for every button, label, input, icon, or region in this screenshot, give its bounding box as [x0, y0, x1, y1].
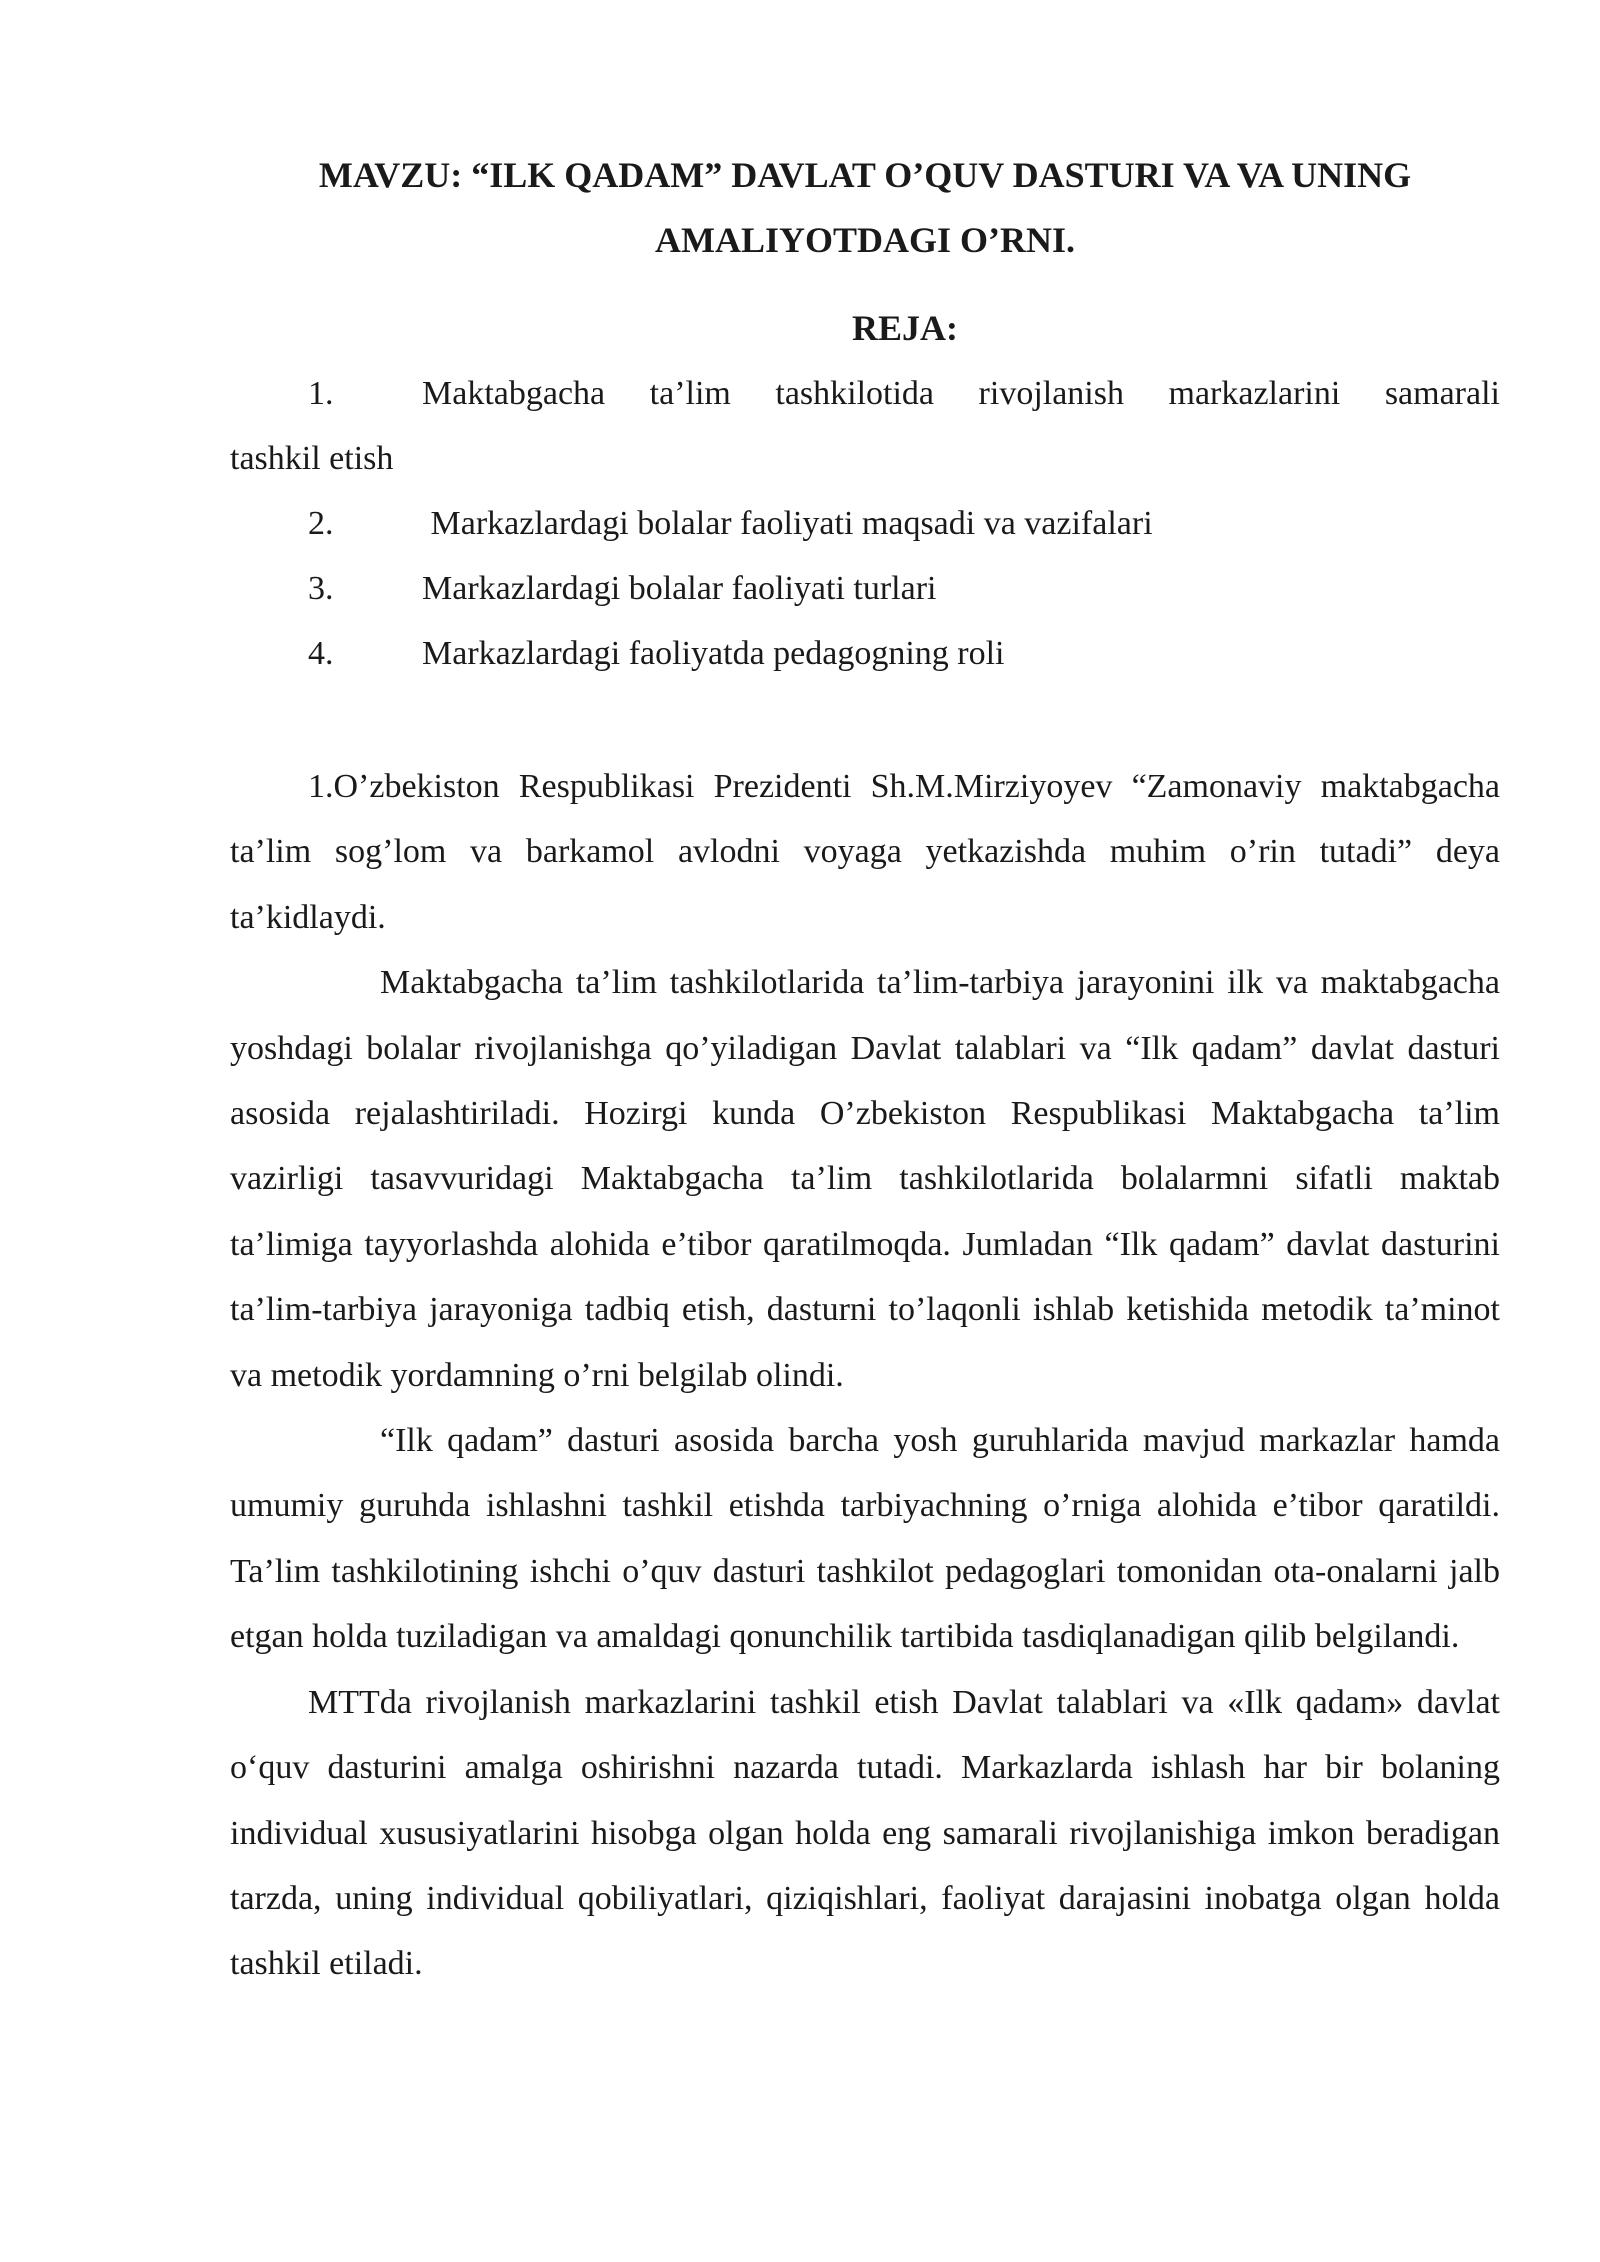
plan-item-number: 2. [308, 505, 334, 542]
title-line-1: MAVZU: “ILK QADAM” DAVLAT O’QUV DASTURI VA VA UNING [318, 155, 1412, 195]
plan-item [230, 491, 1500, 556]
plan-item-number: 1. [308, 375, 334, 412]
document-body [230, 754, 1500, 1997]
plan-item-text: Markazlardagi bolalar faoliyati maqsadi va vazifalari [422, 505, 1153, 542]
plan-item-continuation: tashkil etish [230, 440, 394, 477]
body-paragraph: MTTda rivojlanish markazlarini tashkil etish Davlat talablari va «Ilk qadam» davlat o‘quv dasturini amalga oshirishni nazarda tutadi. Markazlarda ishlash har bir bolaning individual xususiyatlarini hisobga olgan holda eng samarali rivojlanishiga imkon beradigan tarzda, uning individual qobiliyatlari, qiziqishlari, faoliyat darajasini inobatga olgan holda tashkil etiladi. [230, 1683, 1500, 1983]
body-paragraph: Maktabgacha ta’lim tashkilotlarida ta’lim-tarbiya jarayonini ilk va maktabgacha yoshdagi bolalar rivojlanishga qo’yiladigan Davlat talablari va “Ilk qadam” davlat dasturi asosida rejalashtiriladi. Hozirgi kunda O’zbekiston Respublikasi Maktabgacha ta’lim vazirligi tasavvuridagi Maktabgacha ta’lim tashkilotlarida bolalarmni sifatli maktab ta’limiga tayyorlashda alohida e’tibor qaratilmoqda. Jumladan “Ilk qadam” davlat dasturini ta’lim-tarbiya jarayoniga tadbiq etish, dasturni to’laqonli ishlab ketishida metodik ta’minot va metodik yordamning o’rni belgilab olindi. [230, 964, 1500, 1394]
document-title [230, 143, 1500, 273]
plan-item-number: 3. [308, 570, 334, 607]
plan-heading: REJA: [852, 308, 958, 348]
plan-item-text: Markazlardagi faoliyatda pedagogning roli [422, 635, 1005, 672]
plan-item [230, 361, 1500, 491]
plan-item [230, 556, 1500, 621]
plan-item-number: 4. [308, 635, 334, 672]
plan-list [230, 361, 1500, 686]
plan-item [230, 621, 1500, 686]
title-line-2: AMALIYOTDAGI O’RNI. [654, 220, 1075, 260]
body-paragraph: “Ilk qadam” dasturi asosida barcha yosh guruhlarida mavjud markazlar hamda umumiy guruhda ishlashni tashkil etishda tarbiyachning o’rniga alohida e’tibor qaratildi. Ta’lim tashkilotining ishchi o’quv dasturi tashkilot pedagoglari tomonidan ota-onalarni jalb etgan holda tuziladigan va amaldagi qonunchilik tartibida tasdiqlanadigan qilib belgilandi. [230, 1422, 1500, 1656]
plan-item-text: Markazlardagi bolalar faoliyati turlari [422, 570, 937, 607]
body-paragraph: 1.O’zbekiston Respublikasi Prezidenti Sh.M.Mirziyoyev “Zamonaviy maktabgacha ta’lim sog’lom va barkamol avlodni voyaga yetkazishda muhim o’rin tutadi” deya ta’kidlaydi. [230, 768, 1500, 936]
plan-item-text: Maktabgacha ta’lim tashkilotida rivojlanish markazlarini samarali [422, 375, 1500, 412]
